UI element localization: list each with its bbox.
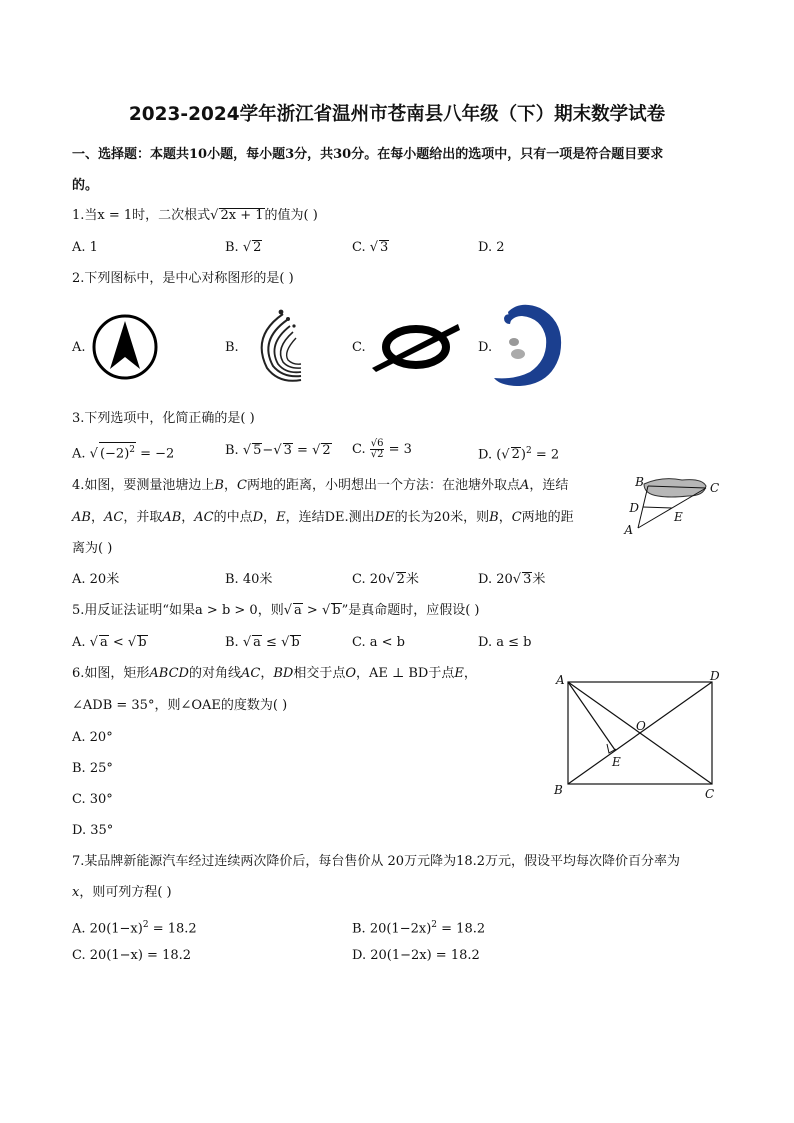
question-7-option-d: D. 20(1−2x) = 18.2 — [352, 948, 480, 963]
question-7-option-b: B. $20(1-2x)^2 = 18.2$ — [352, 920, 486, 937]
page-title: 2023-2024学年浙江省温州市苍南县八年级（下）期末数学试卷 — [128, 104, 666, 125]
question-6-option-b: B. 25° — [72, 761, 113, 776]
question-5-stem: 5.用反证法证明“如果a > b > 0，则√ a > √ b”是真命题时，应假设( ) — [72, 603, 480, 618]
question-6-line2: ∠ADB = 35°，则∠OAE的度数为( ) — [72, 698, 288, 713]
fig6-label-e: E — [612, 755, 621, 769]
question-2-label-d: D. — [478, 340, 493, 355]
question-2-label-c: C. — [352, 340, 366, 355]
fig6-label-d: D — [710, 669, 720, 683]
question-7-line2: x，则可列方程( ) — [72, 885, 172, 900]
rectangle-diagonals-figure — [550, 668, 726, 804]
fig6-label-o: O — [636, 719, 646, 733]
question-1-option-a: A. 1 — [72, 240, 98, 255]
question-1-option-c: C. √ 3 — [352, 240, 389, 255]
question-5-option-b: B. √ a ≤ √ b — [225, 635, 300, 650]
question-6-option-c: C. 30° — [72, 792, 113, 807]
question-3-option-a: A. √ $(-2)^2 = -2$ — [72, 442, 174, 463]
fig6-label-b: B — [554, 783, 563, 797]
question-4-option-b: B. 40米 — [225, 572, 273, 587]
question-6-option-d: D. 35° — [72, 823, 114, 838]
section-heading-line1: 一、选择题：本题共10小题，每小题3分，共30分。在每小题给出的选项中，只有一项是符合题目要求 — [72, 147, 664, 162]
question-2-label-b: B. — [225, 340, 239, 355]
slashed-oval-icon — [370, 318, 462, 374]
fig6-label-c: C — [705, 787, 715, 801]
concentric-arcs-icon — [243, 306, 305, 386]
question-2-label-a: A. — [72, 340, 86, 355]
question-3-stem: 3.下列选项中，化简正确的是( ) — [72, 411, 255, 426]
fig4-label-a: A — [624, 523, 633, 537]
question-4-option-c: C. 20√ 2米 — [352, 572, 419, 587]
question-4-line3: 离为( ) — [72, 541, 113, 556]
question-3-option-d: D. (√ 2)$^2$ = 2 — [478, 446, 560, 463]
pond-triangle-figure — [622, 474, 722, 540]
question-4-option-d: D. 20√ 3米 — [478, 572, 546, 587]
section-heading-line2: 的。 — [72, 178, 99, 193]
question-3-option-b: B. √ 5−√ 3 = √ 2 — [225, 443, 331, 458]
question-1-option-d: D. 2 — [478, 240, 505, 255]
fig4-label-d: D — [629, 501, 639, 515]
question-4-line1: 4.如图，要测量池塘边上B，C两地的距离，小明想出一个方法：在池塘外取点A，连结 — [72, 478, 569, 493]
fig4-label-c: C — [710, 481, 720, 495]
question-4-option-a: A. 20米 — [72, 572, 120, 587]
question-5-option-a: A. √ a < √ b — [72, 635, 147, 650]
question-3-option-c: C. $\frac{√6}{√2}$ = 3 — [352, 438, 412, 460]
question-4-line2: AB，AC，并取AB，AC的中点D，E，连结DE.测出DE的长为20米，则B，C两地的距 — [72, 510, 574, 525]
question-7-line1: 7.某品牌新能源汽车经过连续两次降价后，每台售价从 20万元降为18.2万元，假设平均每次降价百分率为 — [72, 854, 681, 869]
fig4-label-b: B — [635, 475, 644, 489]
compass-arrow-icon — [92, 314, 158, 380]
question-7-option-a: A. $20(1-x)^2 = 18.2$ — [72, 920, 197, 937]
question-1-stem: 1.当x = 1时，二次根式√ 2x + 1的值为( ) — [72, 208, 318, 223]
question-6-option-a: A. 20° — [72, 730, 113, 745]
fig6-label-a: A — [556, 673, 565, 687]
question-2-stem: 2.下列图标中，是中心对称图形的是( ) — [72, 271, 294, 286]
question-5-option-d: D. a ≤ b — [478, 635, 532, 650]
question-5-option-c: C. a < b — [352, 635, 405, 650]
question-7-option-c: C. 20(1−x) = 18.2 — [72, 948, 192, 963]
fig4-label-e: E — [674, 510, 683, 524]
brush-stroke-icon — [490, 298, 568, 390]
question-6-line1: 6.如图，矩形ABCD的对角线AC，BD相交于点O，AE ⊥ BD于点E， — [72, 666, 477, 681]
question-1-option-b: B. √ 2 — [225, 240, 262, 255]
